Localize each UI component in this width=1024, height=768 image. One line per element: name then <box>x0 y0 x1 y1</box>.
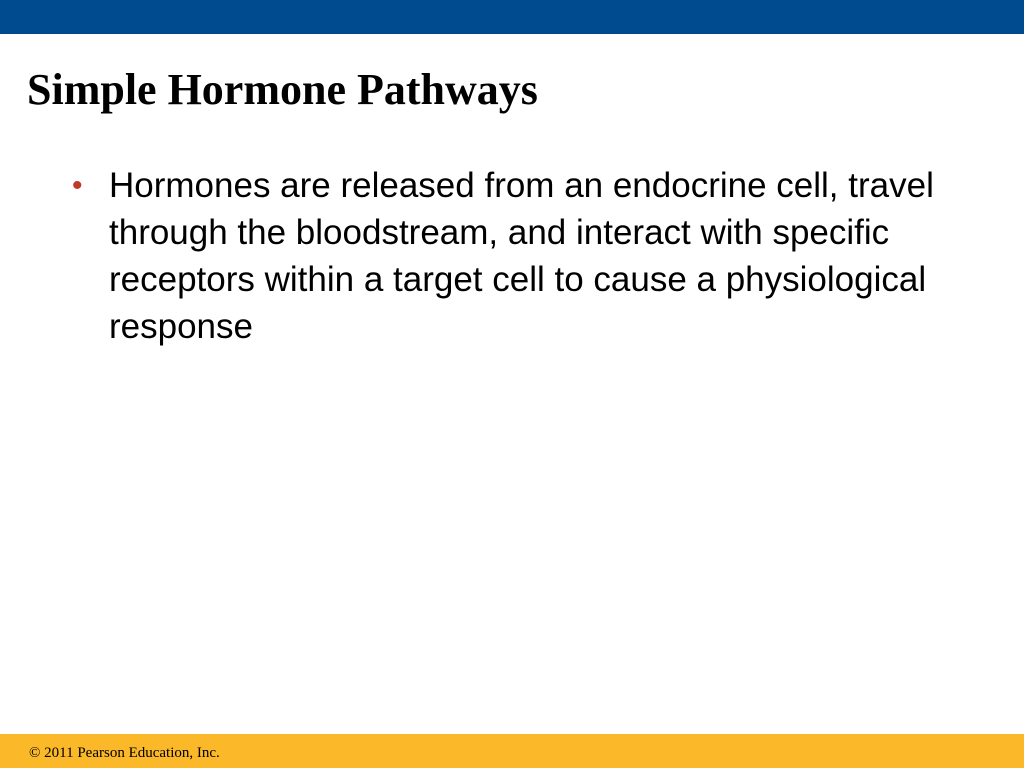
copyright-notice: © 2011 Pearson Education, Inc. <box>29 745 220 761</box>
bullet-item <box>72 162 972 350</box>
bullet-text: Hormones are released from an endocrine cell, travel through the bloodstream, and interact with specific receptors within a target cell to cause a physiological response <box>109 166 934 346</box>
bullet-list <box>72 162 972 350</box>
top-header-bar <box>0 0 1024 34</box>
bullet-marker: • <box>72 169 83 202</box>
slide-title: Simple Hormone Pathways <box>27 65 538 114</box>
